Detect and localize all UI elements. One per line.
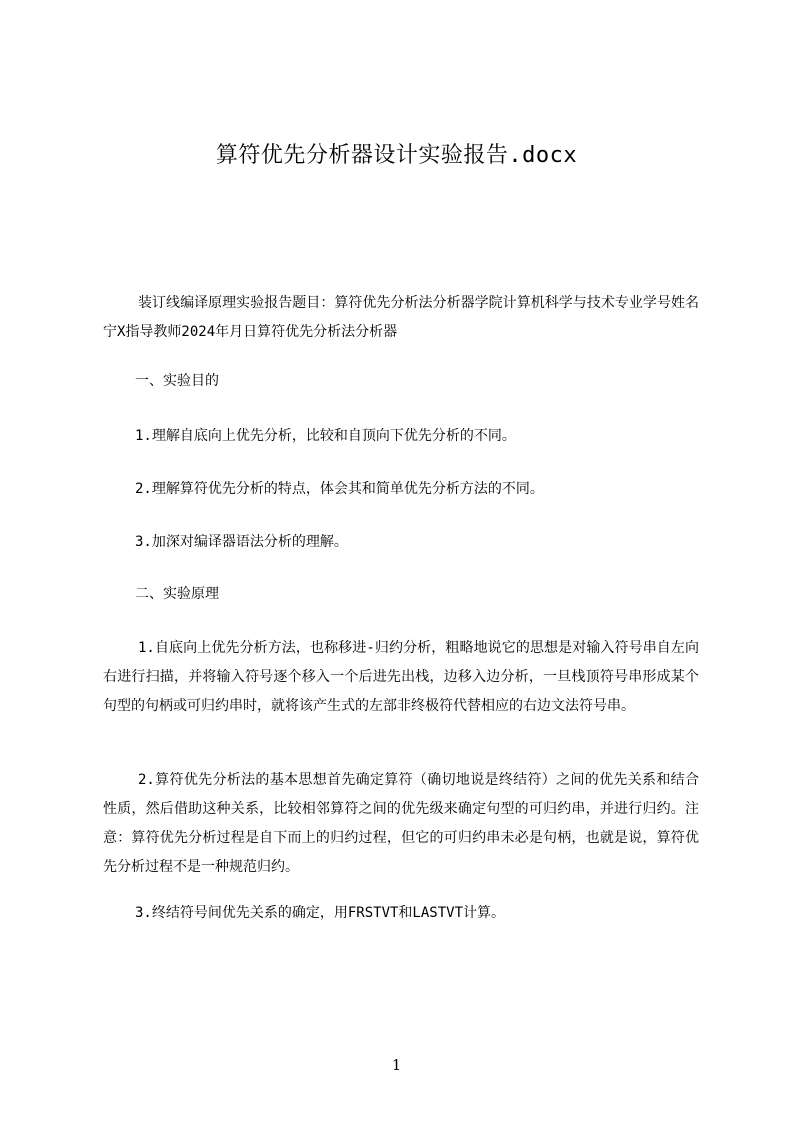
section-heading-principles: 二、实验原理 xyxy=(135,586,219,602)
section-heading-objectives: 一、实验目的 xyxy=(135,373,219,389)
principle-paragraph: 3.终结符号间优先关系的确定，用FRSTVT和LASTVT计算。 xyxy=(135,905,506,921)
objective-item: 2.理解算符优先分析的特点，体会其和简单优先分析方法的不同。 xyxy=(135,481,544,497)
objective-item: 1.理解自底向上优先分析，比较和自顶向下优先分析的不同。 xyxy=(135,428,516,444)
document-title: 算符优先分析器设计实验报告.docx xyxy=(215,143,578,168)
principle-paragraph: 2.算符优先分析法的基本思想首先确定算符（确切地说是终结符）之间的优先关系和结合性质，然后借助这种关系，比较相邻算符之间的优先级来确定句型的可归约串，并进行归约。注意：算符优先分析过程是自下而上的归约过程，但它的可归约串未必是句柄，也就是说，算符优先分析过程不是一种规范归约。 xyxy=(103,772,699,875)
principle-paragraph: 1.自底向上优先分析方法，也称移进-归约分析，粗略地说它的思想是对输入符号串自左向右进行扫描，并将输入符号逐个移入一个后进先出栈，边移入边分析，一旦栈顶符号串形成某个句型的句柄或可归约串时，就将该产生式的左部非终极符代替相应的右边文法符号串。 xyxy=(103,640,699,714)
page-number: 1 xyxy=(391,1056,402,1074)
intro-paragraph: 装订线编译原理实验报告题目：算符优先分析法分析器学院计算机科学与技术专业学号姓名宁X指导教师2024年月日算符优先分析法分析器 xyxy=(103,295,699,340)
objective-item: 3.加深对编译器语法分析的理解。 xyxy=(135,534,348,550)
